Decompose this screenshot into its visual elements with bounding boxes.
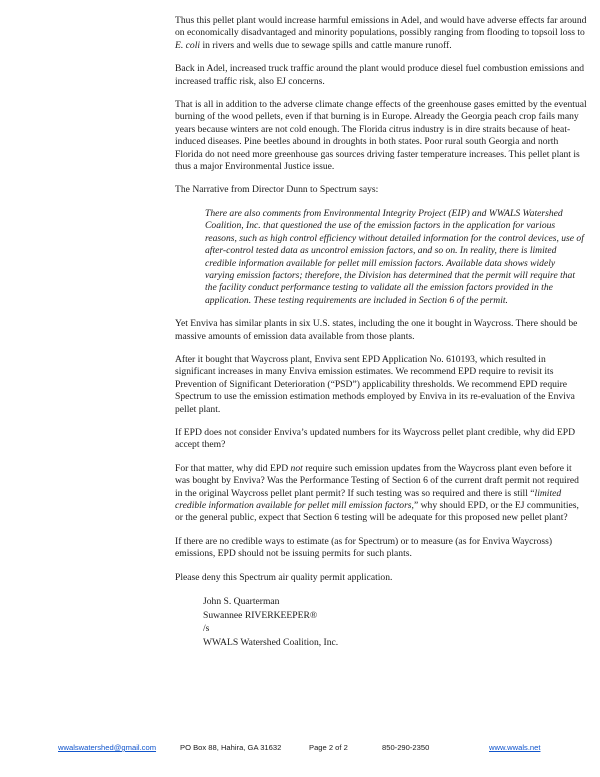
footer-website-link[interactable]: www.wwals.net	[489, 743, 541, 752]
paragraph-narrative-intro: The Narrative from Director Dunn to Spectrum says:	[175, 184, 379, 196]
paragraph-enviva-plants: Yet Enviva has similar plants in six U.S. states, including the one it bought in Waycross. There should be massive amounts of emission data available from those plants.	[175, 318, 578, 342]
paragraph-adel-emissions: Thus this pellet plant would increase harmful emissions in Adel, and would have adverse effects far around on economically disadvantaged and minority populations, possibly ranging from flooding to topsoil loss to E. coli in rivers and wells due to sewage spills and cattle manure runoff.	[175, 15, 587, 51]
signer-name: John S. Quarterman	[203, 596, 280, 608]
footer-address: PO Box 88, Hahira, GA 31632	[180, 743, 282, 752]
paragraph-climate-change: That is all in addition to the adverse climate change effects of the greenhouse gases emitted by the eventual burning of the wood pellets, even if that burning is in Europe. Already the Georgia peach crop fails many years because winters are not cold enough. The Florida citrus industry is in dire straits because of heat-induced diseases. Pine beetles abound in droughts in both states. Poor rural south Georgia and north Florida do not need more greenhouse gas sources driving faster temperature increases. This pellet plant is thus a major Environmental Justice issue.	[175, 99, 587, 173]
paragraph-epd-credible: If EPD does not consider Enviva’s updated numbers for its Waycross pellet plant credible, why did EPD accept them?	[175, 426, 576, 451]
page-footer	[0, 743, 600, 757]
paragraph-performance-testing: For that matter, why did EPD not require such emission updates from the Waycross plant even before it was bought by Enviva? Was the Performance Testing of Section 6 of the current draft permit not required in the original Waycross pellet plant permit? If such testing was so required and there is still “limited credible information available for pellet mill emission factors,” why should EPD, or the EJ communities, or the general public, expect that Section 6 testing will be adequate for this proposed new pellet plant?	[175, 462, 579, 524]
paragraph-no-credible-ways: If there are no credible ways to estimate (as for Spectrum) or to measure (as for Enviva Waycross) emissions, EPD should not be issuing permits for such plants.	[175, 535, 553, 560]
signature-block	[203, 595, 587, 649]
footer-page-number: Page 2 of 2	[309, 743, 348, 752]
paragraph-waycross-application: After it bought that Waycross plant, Enviva sent EPD Application No. 610193, which resulted in significant increases in many Enviva emission estimates. We recommend EPD require to revisit its Prevention of Significant Deterioration (“PSD”) applicability thresholds. We recommend EPD require Spectrum to use the emission estimation methods employed by Enviva in its re-evaluation of the Enviva pellet plant.	[175, 353, 575, 415]
paragraph-deny-request: Please deny this Spectrum air quality permit application.	[175, 571, 393, 583]
paragraph-truck-traffic: Back in Adel, increased truck traffic around the plant would produce diesel fuel combustion emissions and increased traffic risk, also EJ concerns.	[175, 63, 585, 87]
footer-email-link[interactable]: wwalswatershed@gmail.com	[58, 743, 157, 752]
signer-organization: WWALS Watershed Coalition, Inc.	[203, 636, 339, 648]
narrative-quote: There are also comments from Environmental Integrity Project (EIP) and WWALS Watershed Coalition, Inc. that questioned the use of the emission factors in the application for various reasons, such as high control efficiency without detailed information for the control devices, use of after-control tested data as uncontrol emission factors, and so on. In reality, there is limited credible information available for pellet mill emission factors. Available data shows widely varying emission factors; therefore, the Division has determined that the permit will require that the facility conduct performance testing to validate all the emission factors provided in the application. These testing requirements are included in Section 6 of the permit.	[205, 207, 584, 306]
ecoli-italic: E. coli	[175, 39, 201, 51]
letter-body	[175, 15, 587, 649]
signer-title: Suwannee RIVERKEEPER®	[203, 609, 318, 621]
footer-phone: 850-290-2350	[382, 743, 430, 752]
signature-mark: /s	[203, 623, 210, 635]
